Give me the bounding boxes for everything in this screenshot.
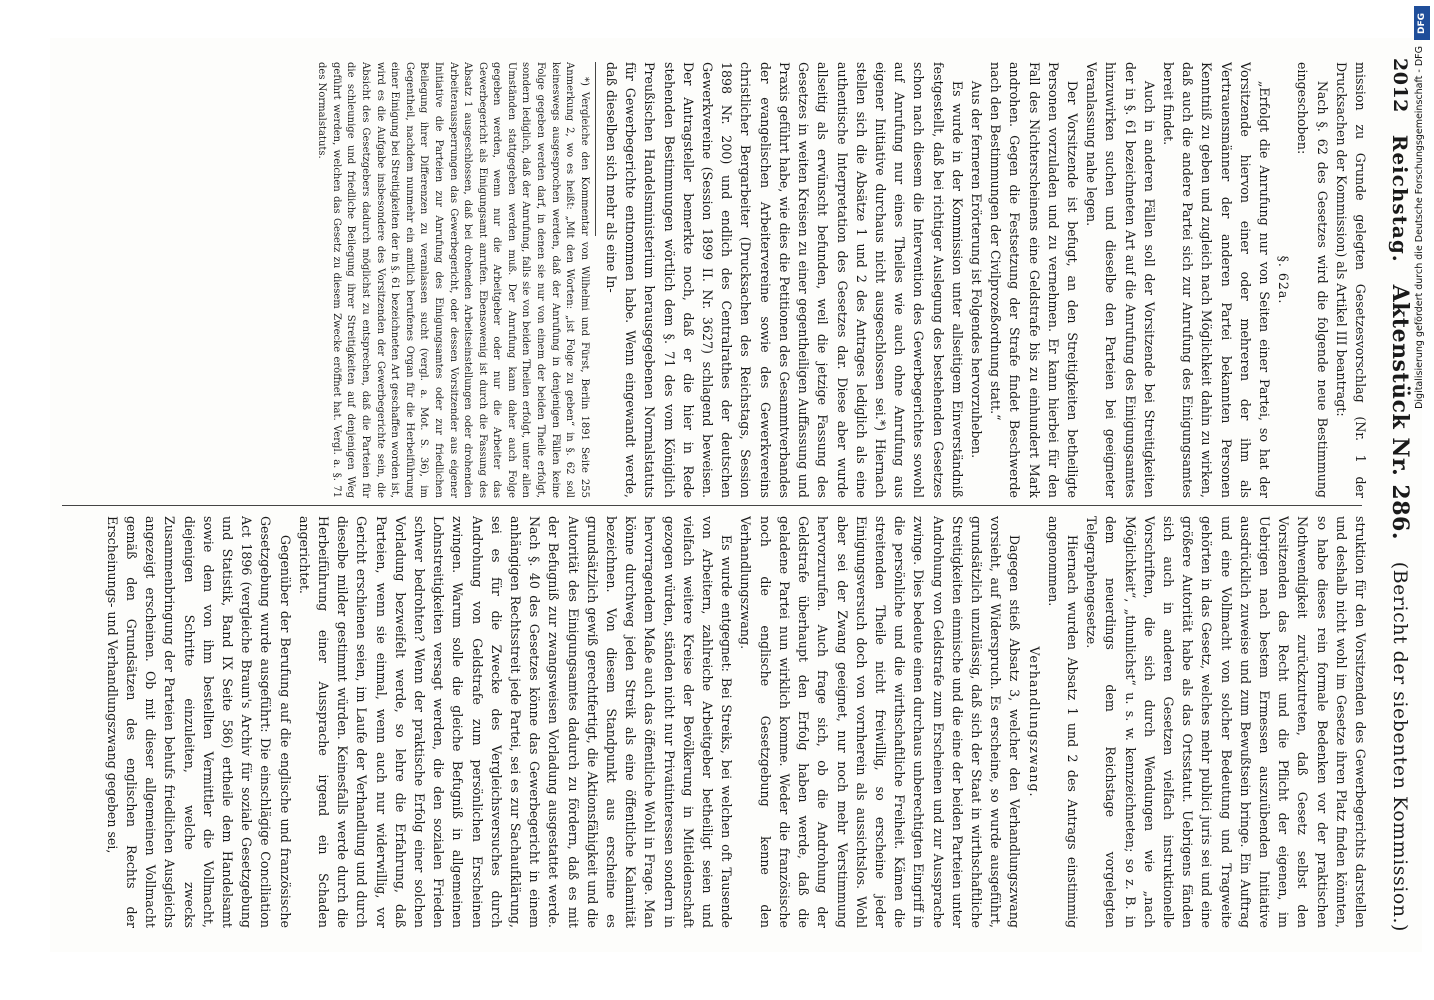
right-column <box>60 516 1370 928</box>
quote-paragraph: Auch in anderen Fällen soll der Vorsitzende bei Streitigkeiten der in §. 61 bezeichneten Art auf die Anrufung des Einigungsamtes hinzuwirken suchen und dieselbe den Parteien bei geeigneter Veranlassung nahe legen. <box>1084 62 1157 498</box>
quote-paragraph: Der Vorsitzende ist befugt, an den Streitigkeiten betheiligte Personen vorzuladen und zu vernehmen. Er kann hierbei für den Fall des Nichterscheinens eine Geldstrafe bis zu einhundert Mark androhen. Gegen die Festsetzung der Strafe findet Beschwerde nach den Bestimmungen der Civilprozeßordnung statt.“ <box>988 62 1080 498</box>
dfg-logo: DFG <box>1414 6 1430 40</box>
paragraph: Nach §. 62 des Gesetzes wird die folgende neue Bestimmung eingeschoben: <box>1295 62 1330 498</box>
paragraph: mission zu Grunde gelegten Gesetzesvorschlag (Nr. 1 der Drucksachen der Kommission) als Artikel III beantragt: <box>1333 62 1368 498</box>
column-divider <box>62 505 1362 506</box>
digitization-watermark <box>1412 6 1432 994</box>
paragraph: Aus der ferneren Erörterung ist Folgendes hervorzuheben. <box>968 80 984 459</box>
paragraph: Es wurde entgegnet: Bei Streiks, bei welchen oft Tausende von Arbeitern, zahlreiche Arbeitgeber betheiligt seien und vielfach weitere Kreise der Bevölkerung in Mitleidenschaft gezogen würden, ständen nicht nur Privatinteressen sondern in hervorragendem Maße auch das öffentliche Wohl in Frage. Man könne durchweg jeden Streik als eine öffentliche Kalamität bezeichnen. Von diesem Standpunkt aus erscheine es grundsätzlich gewiß gerechtfertigt, die Aktionsfähigkeit und die Autorität des Einigungsamtes dadurch zu fördern, daß es mit der Befugniß zur zwangsweisen Vorladung ausgestattet werde. Nach §. 40 des Gesetzes könne das Gewerbegericht in einem anhängigen Rechtsstreit jede Partei, sei es zur Sachaufklärung, sei es für die Zwecke des Vergleichsversuches durch Androhung von Geldstrafe zum persönlichen Erscheinen zwingen. Warum solle die gleiche Befugniß in allgemeinen Lohnstreitigkeiten versagt werden, die den sozialen Frieden schwer bedrohten? Wenn der praktische Erfolg einer solchen Vorladung bezweifelt werde, so lehre die Erfahrung, daß Parteien, wenn sie einmal, wenn auch nur widerwillig, vor Gericht erschienen seien, im Laufe der Verhandlung und durch dieselbe milder gestimmt würden. Keinesfalls werde durch die Herbeiführung einer Aussprache irgend ein Schaden angerichtet. <box>296 516 735 928</box>
rotated-document-page <box>50 38 1422 952</box>
left-column <box>60 62 1370 498</box>
paragraph: Es wurde in der Kommission unter allseitigem Einverständniß festgestellt, daß bei richtiger Auslegung des bestehenden Gesetzes schon nach diesem die Intervention des Gewerbegerichtes sowohl auf Anrufung nur eines Theiles wie auch ohne Anrufung aus eigener Initiative durchaus nicht ausgeschlossen sei.*) Hiernach stellen sich die Absätze 1 und 2 des Antrages lediglich als eine authentische Interpretation des Gesetzes dar. Diese aber wurde allseitig als erwünscht befunden, weil die jetzige Fassung des Gesetzes in weiten Kreisen zu einer gegentheiligen Auffassung und Praxis geführt habe, wie dies die Petitionen des Gesammtverbandes der evangelischen Arbeitervereine sowie des Gewerkvereins christlicher Bergarbeiter (Drucksachen des Reichstags, Session 1898 Nr. 200) und endlich des Centralrathes der deutschen Gewerkvereine (Session 1899 II. Nr. 3627) schlagend beweisen. Der Antragsteller bemerkte noch, daß er die hier in Rede stehenden Bestimmungen wörtlich dem §. 71 des vom Königlich Preußischen Handelsministerium herausgegebenen Normalstatuts für Gewerbegerichte entnommen habe. Wenn eingewandt werde, daß dieselben sich mehr als eine In- <box>604 62 965 498</box>
section-heading-verhandlungszwang: Verhandlungszwang. <box>1026 646 1042 798</box>
paragraph: Hiernach wurden Absatz 1 und 2 des Antrags einstimmig angenommen. <box>1045 516 1080 928</box>
header-reichstag: Reichstag. <box>1388 134 1412 263</box>
document-title: Aktenstück Nr. 286. <box>1387 284 1413 540</box>
funding-credit: Digitalisierung gefördert durch die Deutsche Forschungsgemeinschaft - DFG <box>1414 46 1425 409</box>
footnote: *) Vergleiche den Kommentar von Wilhelmi und Fürst, Berlin 1891 Seite 255 Anmerkung 2, wo es heißt: „Mit den Worten: „ist Folge zu geben“ in §. 62 soll keineswegs ausgesprochen werden, daß der Anrufung in denjenigen Fällen keine Folge gegeben werden darf, in denen sie nur von einem der beiden Theile erfolgt, sondern lediglich, daß der Anrufung, falls sie von beiden Theilen erfolgt, unter allen Umständen stattgegeben werden muß. Der Anrufung kann daher auch Folge gegeben werden, wenn nur die Arbeitgeber oder nur die Arbeiter das Gewerbegericht als Einigungsamt anrufen. Ebensowenig ist durch die Fassung des Absatz 1 ausgeschlossen, daß bei drohenden Arbeitseinstellungen oder drohenden Arbeiteraussperrungen das Gewerbegericht, oder dessen Vorsitzender aus eigener Initiative die Parteien zur Anrufung des Einigungsamtes oder zur friedlichen Beilegung ihrer Differenzen zu veranlassen sucht (vergl. a. Mot. S. 36), im Gegentheil, nachdem nunmehr ein amtlich berufenes Organ für die Herbeiführung einer Einigung bei Streitigkeiten der in §. 61 bezeichneten Art geschaffen worden ist, wird es die Aufgabe insbesondere des Vorsitzenden der Gewerbegerichte sein, die Absicht des Gesetzgebers dadurch möglichst zu entsprechen, daß die Parteien für die schleunige und friedliche Beilegung ihrer Streitigkeiten auf denjenigen Weg geführt werden, welchen das Gesetz zu diesem Zwecke eröffnet hat. Vergl. a. §. 71 des Normalstatuts. <box>316 62 590 498</box>
page-number: 2012 <box>1389 58 1411 113</box>
paragraph: Dagegen stieß Absatz 3, welcher den Verhandlungszwang vorsieht, auf Widerspruch. Es erscheine, so wurde ausgeführt, grundsätzlich unzulässig, daß sich der Staat in wirthschaftliche Streitigkeiten einmische und die eine der beiden Parteien unter Androhung von Geldstrafe zum Erscheinen und zur Aussprache zwinge. Dies bedeute einen durchaus unberechtigten Eingriff in die persönliche und die wirthschaftliche Freiheit. Kämen die streitenden Theile nicht freiwillig, so erscheine jeder Einigungsversuch doch von vornherein als aussichtslos. Wohl aber sei der Zwang geeignet, nur noch mehr Verstimmung hervorzurufen. Auch frage sich, ob die Androhung der Geldstrafe überhaupt den Erfolg haben werde, daß die geladene Partei nun wirklich komme. Weder die französische noch die englische Gesetzgebung kenne den Verhandlungszwang. <box>738 516 1023 928</box>
paragraph: struktion für den Vorsitzenden des Gewerbegerichts darstellen und deshalb nicht wohl im Gesetze ihren Platz finden könnten, so habe dieses rein formale Bedenken vor der praktischen Nothwendigkeit zurückzutreten, daß Gesetz selbst den Vorsitzenden das Recht und die Pflicht der eigenen, im Uebrigen nach bestem Ermessen auszuübenden Initiative ausdrücklich zuweise und zum Bewußtsein bringe. Ein Auftrag und eine Vollmacht von solcher Bedeutung und Tragweite gehörten in das Gesetz, welches mehr publici juris sei und eine größere Autorität habe als das Ortsstatut. Uebrigens fänden sich auch in anderen Gesetzen vielfach instruktionelle Vorschriften, die sich durch Wendungen wie „nach Möglichkeit“, „thunlichst“ u. s. w. kennzeichneten; so z. B. in dem neuerdings dem Reichstage vorgelegten Telegraphengesetze. <box>1084 516 1368 928</box>
quote-paragraph: „Erfolgt die Anrufung nur von Seiten einer Partei, so hat der Vorsitzende hiervon einer oder mehreren der ihm als Vertrauensmänner der anderen Partei bekannten Personen Kenntniß zu geben und zugleich nach Möglichkeit dahin zu wirken, daß auch die andere Partei sich zur Anrufung des Einigungsamtes bereit findet. <box>1160 62 1272 498</box>
section-heading-62a: §. 62a. <box>1276 255 1292 305</box>
footnote-divider <box>595 62 596 236</box>
report-title: (Bericht der siebenten Kommission.) <box>1389 561 1411 932</box>
paragraph: Gegenüber der Berufung auf die englische und französische Gesetzgebung wurde ausgeführt: Die einschlägige Conciliation Act 1896 (vergleiche Braun's Archiv für soziale Gesetzgebung und Statistik, Band IX Seite 586) ertheile dem Handelsamt sowie dem von ihm bestellten Vermittler die Vollmacht, diejenigen Schritte einzuleiten, welche zwecks Zusammenbringung der Parteien behufs friedlichen Ausgleichs angezeigt erscheinen. Ob mit dieser allgemeinen Vollmacht gemäß den Grundsätzen des englischen Rechts der Erscheinungs- und Verhandlungszwang gegeben sei, <box>104 516 293 928</box>
